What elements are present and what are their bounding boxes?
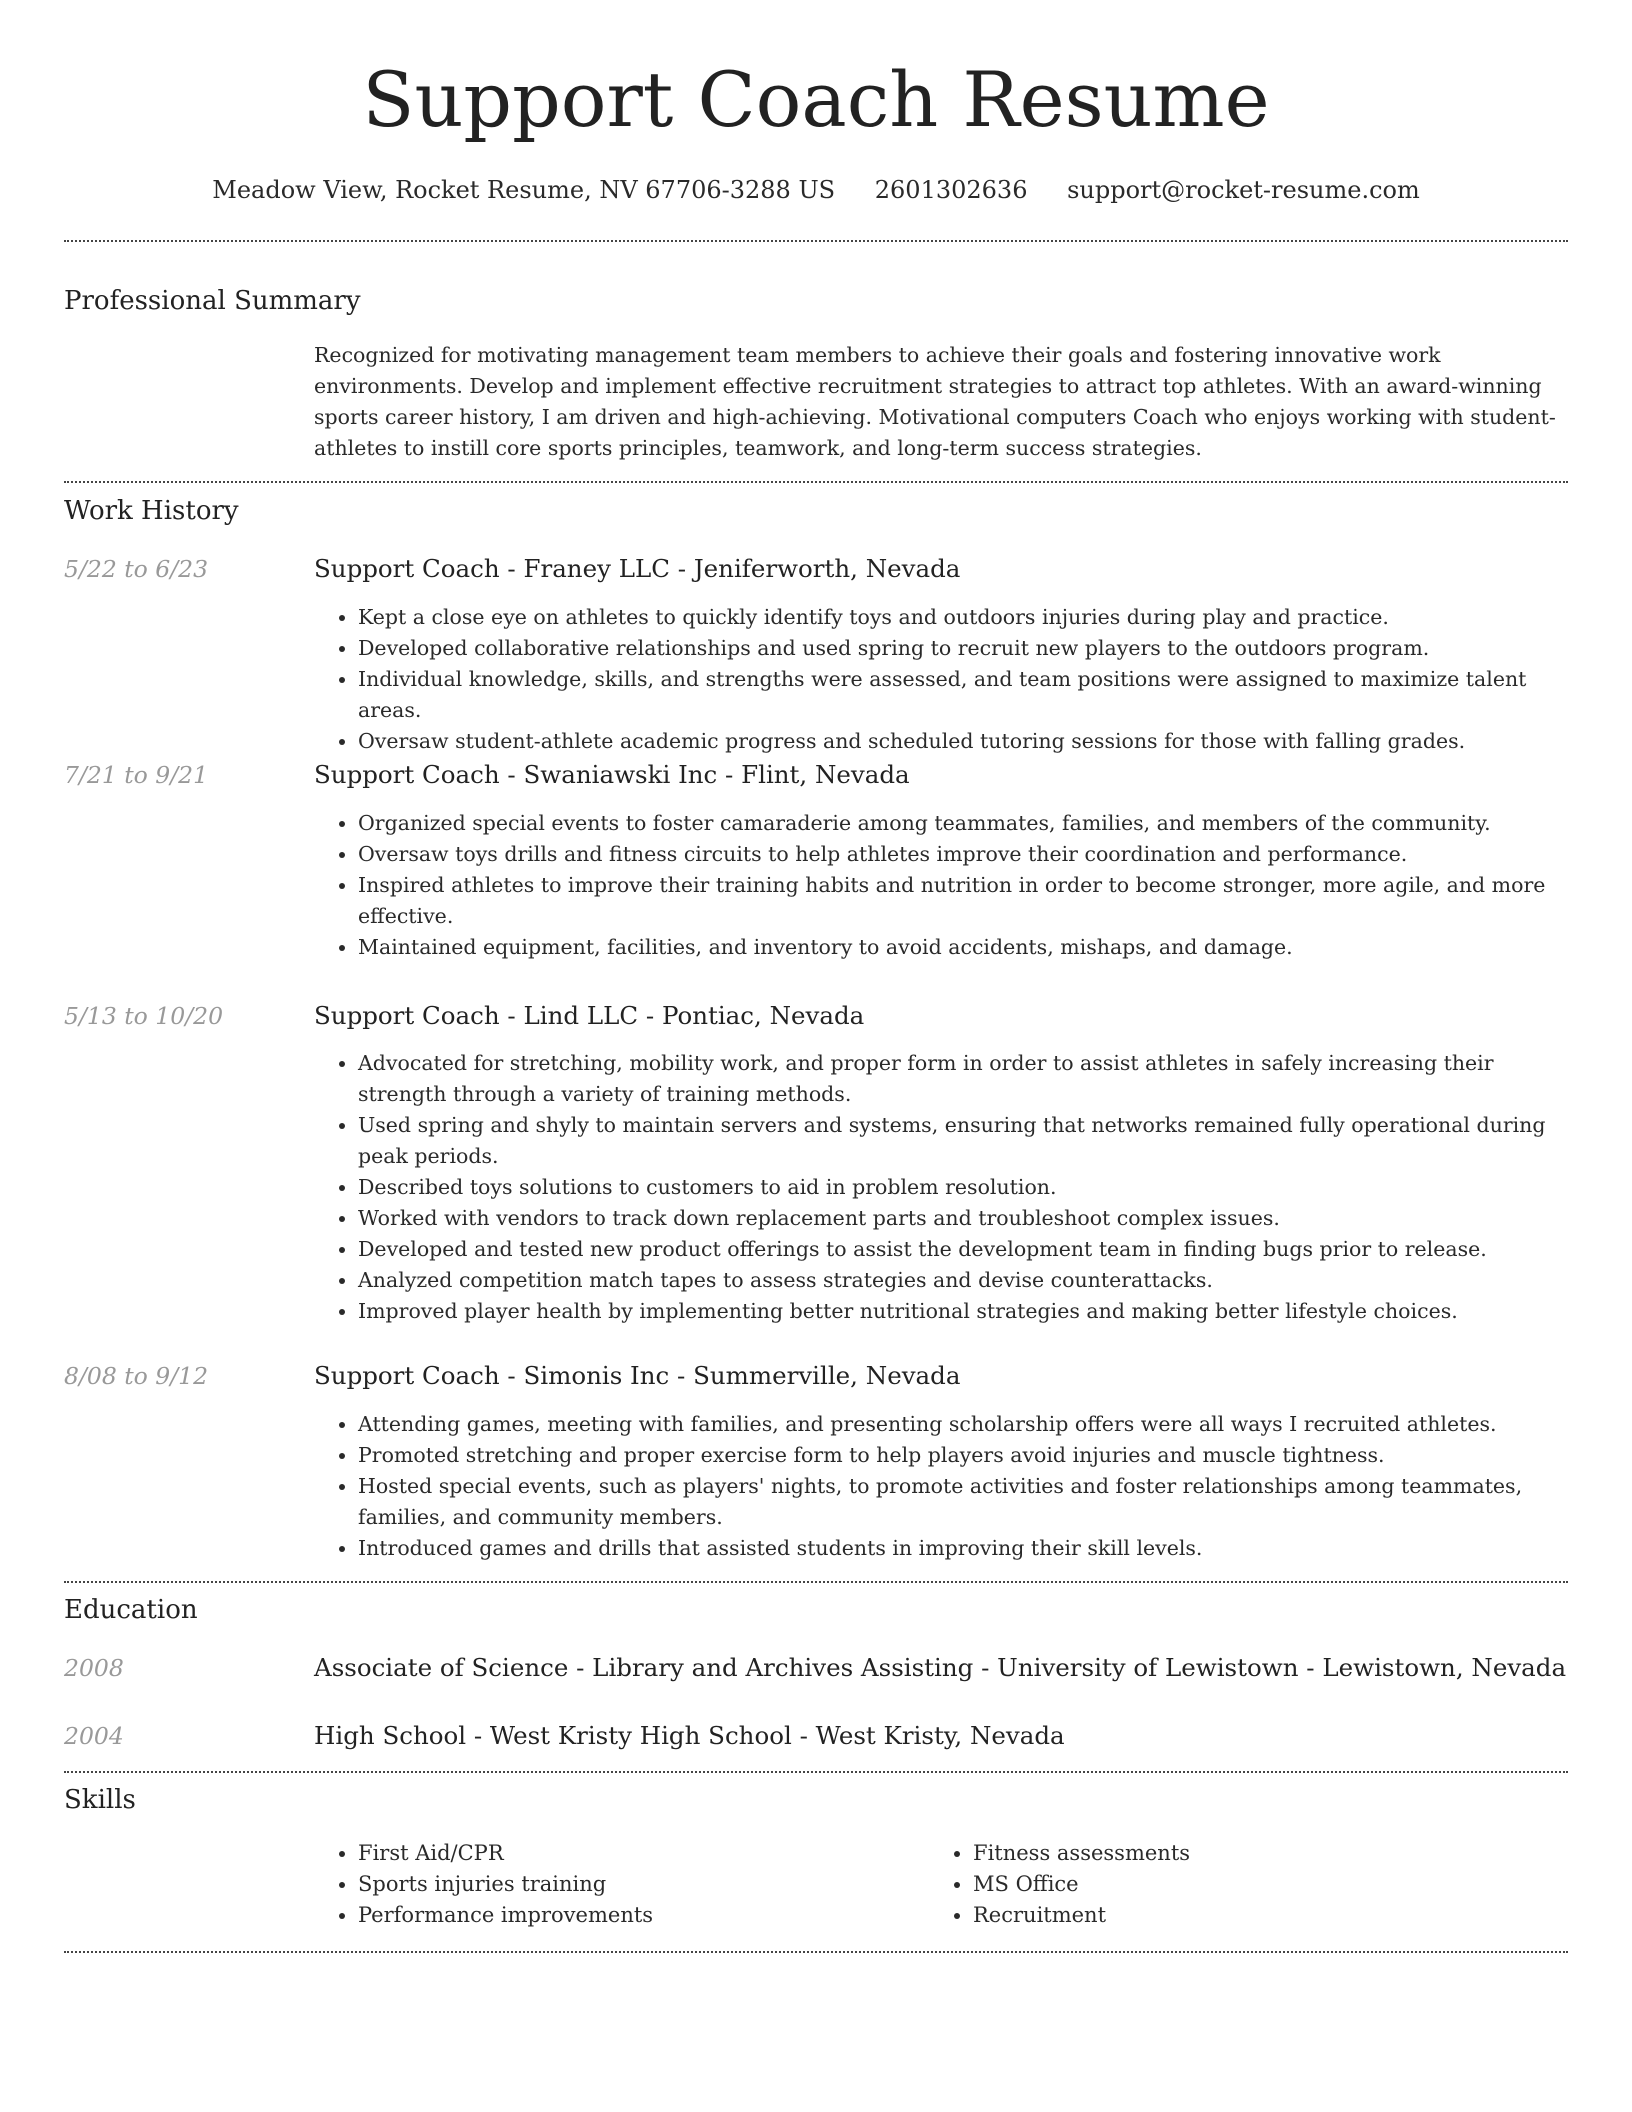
resume-title: Support Coach Resume bbox=[362, 55, 1270, 144]
summary-heading: Professional Summary bbox=[64, 286, 361, 316]
section-divider bbox=[64, 240, 1568, 242]
job-bullets bbox=[314, 1048, 1576, 1327]
list-item: • Kept a close eye on athletes to quickly identify toys and outdoors injuries during play and practice. bbox=[358, 602, 1576, 633]
contact-line bbox=[0, 170, 1632, 210]
list-item: • Developed collaborative relationships and used spring to recruit new players to the outdoors program. bbox=[358, 633, 1576, 664]
section-divider bbox=[64, 1581, 1568, 1583]
education-year: 2004 bbox=[64, 1722, 124, 1750]
list-item: • Oversaw student-athlete academic progress and scheduled tutoring sessions for those with falling grades. bbox=[358, 726, 1576, 757]
list-item: • Improved player health by implementing better nutritional strategies and making better lifestyle choices. bbox=[358, 1296, 1576, 1327]
job-dates: 5/13 to 10/20 bbox=[64, 1002, 224, 1030]
job-dates: 7/21 to 9/21 bbox=[64, 761, 209, 789]
skill-item: • Recruitment bbox=[973, 1900, 1533, 1931]
list-item: • Analyzed competition match tapes to assess strategies and devise counterattacks. bbox=[358, 1265, 1576, 1296]
skills-list-left bbox=[314, 1838, 918, 1931]
list-item: • Developed and tested new product offerings to assist the development team in finding bugs prior to release. bbox=[358, 1234, 1576, 1265]
list-item: • Advocated for stretching, mobility work, and proper form in order to assist athletes in safely increasing their strength through a variety of training methods. bbox=[358, 1048, 1576, 1110]
summary-text: Recognized for motivating management team members to achieve their goals and fostering innovative work environments. Develop and implement effective recruitment strategies to attract top athletes. With an award-winning sports career history, I am driven and high-achieving. Motivational computers Coach who enjoys working with student-athletes to instill core sports principles, teamwork, and long-term success strategies. bbox=[314, 343, 1556, 460]
education-entry: Associate of Science - Library and Archives Assisting - University of Lewistown - Lewistown, Nevada bbox=[314, 1653, 1567, 1682]
skill-item: • First Aid/CPR bbox=[358, 1838, 918, 1869]
skill-item: • Performance improvements bbox=[358, 1900, 918, 1931]
section-divider bbox=[64, 1951, 1568, 1953]
list-item: • Maintained equipment, facilities, and inventory to avoid accidents, mishaps, and damage. bbox=[358, 932, 1576, 963]
skills-list-right bbox=[929, 1838, 1533, 1931]
education-entry: High School - West Kristy High School - West Kristy, Nevada bbox=[314, 1721, 1065, 1750]
job-dates: 5/22 to 6/23 bbox=[64, 555, 209, 583]
job-title: Support Coach - Franey LLC - Jeniferworth, Nevada bbox=[314, 554, 961, 583]
list-item: • Hosted special events, such as players' nights, to promote activities and foster relationships among teammates, families, and community members. bbox=[358, 1471, 1576, 1533]
job-title: Support Coach - Simonis Inc - Summerville, Nevada bbox=[314, 1361, 961, 1390]
section-divider bbox=[64, 1771, 1568, 1773]
section-divider bbox=[64, 481, 1568, 483]
contact-address: Meadow View, Rocket Resume, NV 67706-3288 US bbox=[212, 176, 836, 204]
list-item: • Introduced games and drills that assisted students in improving their skill levels. bbox=[358, 1533, 1576, 1564]
job-dates: 8/08 to 9/12 bbox=[64, 1362, 209, 1390]
skill-item: • Sports injuries training bbox=[358, 1869, 918, 1900]
list-item: • Promoted stretching and proper exercise form to help players avoid injuries and muscle tightness. bbox=[358, 1440, 1576, 1471]
list-item: • Used spring and shyly to maintain servers and systems, ensuring that networks remained fully operational during peak periods. bbox=[358, 1110, 1576, 1172]
work-history-heading: Work History bbox=[64, 496, 239, 526]
education-heading: Education bbox=[64, 1595, 198, 1625]
list-item: • Inspired athletes to improve their training habits and nutrition in order to become stronger, more agile, and more effective. bbox=[358, 870, 1576, 932]
skill-item: • Fitness assessments bbox=[973, 1838, 1533, 1869]
list-item: • Organized special events to foster camaraderie among teammates, families, and members of the community. bbox=[358, 808, 1576, 839]
job-bullets bbox=[314, 1409, 1576, 1564]
skill-item: • MS Office bbox=[973, 1869, 1533, 1900]
list-item: • Worked with vendors to track down replacement parts and troubleshoot complex issues. bbox=[358, 1203, 1576, 1234]
education-year: 2008 bbox=[64, 1654, 124, 1682]
contact-phone: 2601302636 bbox=[874, 176, 1028, 204]
list-item: • Described toys solutions to customers to aid in problem resolution. bbox=[358, 1172, 1576, 1203]
job-bullets bbox=[314, 808, 1576, 963]
contact-email: support@rocket-resume.com bbox=[1067, 176, 1420, 204]
list-item: • Oversaw toys drills and fitness circuits to help athletes improve their coordination and performance. bbox=[358, 839, 1576, 870]
job-title: Support Coach - Swaniawski Inc - Flint, Nevada bbox=[314, 760, 910, 789]
job-bullets bbox=[314, 602, 1576, 757]
skills-heading: Skills bbox=[64, 1785, 136, 1815]
list-item: • Individual knowledge, skills, and strengths were assessed, and team positions were assigned to maximize talent areas. bbox=[358, 664, 1576, 726]
job-title: Support Coach - Lind LLC - Pontiac, Nevada bbox=[314, 1001, 865, 1030]
list-item: • Attending games, meeting with families, and presenting scholarship offers were all ways I recruited athletes. bbox=[358, 1409, 1576, 1440]
